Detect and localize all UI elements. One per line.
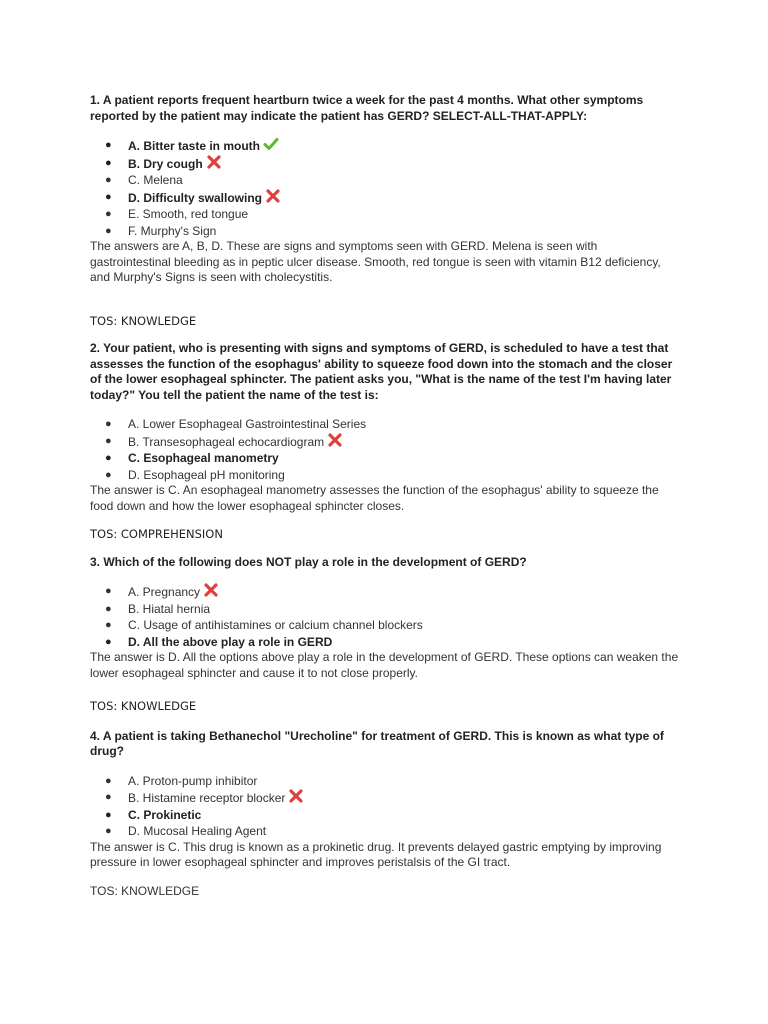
option-label: B. Dry cough xyxy=(128,156,203,171)
question-block-1 xyxy=(90,93,680,329)
question-text: 1. A patient reports frequent heartburn twice a week for the past 4 months. What other symptoms reported by the patient may indicate the patient has GERD? SELECT-ALL-THAT-APPLY: xyxy=(90,93,644,123)
bullet-icon: ● xyxy=(105,774,112,787)
option-list xyxy=(90,583,680,650)
option-item xyxy=(90,189,680,207)
option-item xyxy=(90,807,680,824)
option-label: B. Histamine receptor blocker xyxy=(128,791,286,805)
option-item xyxy=(90,450,680,467)
option-label: D. Mucosal Healing Agent xyxy=(128,824,267,838)
bullet-icon: ● xyxy=(105,224,112,237)
bullet-icon: ● xyxy=(105,585,112,597)
option-label: D. Difficulty swallowing xyxy=(128,190,263,205)
option-item xyxy=(90,467,680,484)
cross-mark-icon xyxy=(203,583,219,597)
option-label: C. Esophageal manometry xyxy=(128,451,279,465)
cross-mark-icon xyxy=(265,189,281,203)
bullet-icon: ● xyxy=(105,174,112,186)
option-item xyxy=(90,433,680,451)
option-item xyxy=(90,634,680,651)
question-block-4 xyxy=(90,729,680,900)
bullet-icon: ● xyxy=(105,635,112,648)
option-label: B. Transesophageal echocardiogram xyxy=(128,434,325,449)
option-list xyxy=(90,416,680,483)
bullet-icon: ● xyxy=(105,208,112,220)
option-label: A. Bitter taste in mouth xyxy=(128,139,261,153)
option-label: C. Usage of antihistamines or calcium channel blockers xyxy=(128,618,423,632)
bullet-icon: ● xyxy=(105,791,112,803)
option-item xyxy=(90,223,680,240)
answer-explanation: The answer is C. An esophageal manometry assesses the function of the esophagus' ability to squeeze the food down and how the lower esophageal sphincter closes. xyxy=(90,483,659,513)
document-page xyxy=(90,93,680,899)
option-label: A. Lower Esophageal Gastrointestinal Series xyxy=(128,417,367,431)
option-list xyxy=(90,773,680,840)
cross-mark-icon xyxy=(206,155,222,169)
tos-label: TOS: COMPREHENSION xyxy=(90,527,223,541)
question-block-3 xyxy=(90,555,680,715)
option-item xyxy=(90,601,680,618)
cross-mark-icon xyxy=(288,789,304,803)
answer-explanation: The answers are A, B, D. These are signs and symptoms seen with GERD. Melena is seen with gastrointestinal bleeding as in peptic ulcer disease. Smooth, red tongue is seen with vitamin B12 deficiency, and Murphy's Signs is seen with cholecystitis. xyxy=(90,239,661,284)
option-label: D. Esophageal pH monitoring xyxy=(128,467,285,482)
option-item xyxy=(90,206,680,223)
option-label: F. Murphy's Sign xyxy=(128,223,217,238)
question-text: 4. A patient is taking Bethanechol "Urecholine" for treatment of GERD. This is known as what type of drug? xyxy=(90,728,664,758)
option-item xyxy=(90,823,680,840)
option-item xyxy=(90,583,680,601)
option-item xyxy=(90,172,680,189)
bullet-icon: ● xyxy=(105,156,112,169)
option-label: C. Melena xyxy=(128,173,183,187)
bullet-icon: ● xyxy=(105,434,112,447)
answer-explanation: The answer is D. All the options above play a role in the development of GERD. These options can weaken the lower esophageal sphincter and cause it to not close properly. xyxy=(90,650,679,680)
question-block-2 xyxy=(90,341,680,543)
option-label: D. All the above play a role in GERD xyxy=(128,634,333,649)
bullet-icon: ● xyxy=(105,468,112,481)
bullet-icon: ● xyxy=(105,452,112,464)
bullet-icon: ● xyxy=(105,139,112,151)
question-text: 3. Which of the following does NOT play a role in the development of GERD? xyxy=(90,554,527,569)
option-item xyxy=(90,155,680,173)
answer-explanation: The answer is C. This drug is known as a prokinetic drug. It prevents delayed gastric emptying by improving pressure in lower esophageal sphincter and improves peristalsis of the GI tract. xyxy=(90,839,662,869)
option-label: A. Proton-pump inhibitor xyxy=(128,773,258,788)
option-item xyxy=(90,617,680,634)
tos-label: TOS: KNOWLEDGE xyxy=(90,313,197,328)
tos-label: TOS: KNOWLEDGE xyxy=(90,883,200,898)
bullet-icon: ● xyxy=(105,418,112,430)
option-list xyxy=(90,137,680,239)
bullet-icon: ● xyxy=(105,825,112,837)
bullet-icon: ● xyxy=(105,808,112,821)
bullet-icon: ● xyxy=(105,190,112,203)
option-label: C. Prokinetic xyxy=(128,807,202,822)
bullet-icon: ● xyxy=(105,619,112,631)
option-item xyxy=(90,773,680,790)
tos-label: TOS: KNOWLEDGE xyxy=(90,699,197,713)
question-text: 2. Your patient, who is presenting with signs and symptoms of GERD, is scheduled to have a test that assesses the function of the esophagus' ability to squeeze food down into the stomach and the closer of the lower esophageal sphincter. The patient asks you, "What is the name of the test I'm having later today?" You tell the patient the name of the test is: xyxy=(90,341,673,402)
check-mark-icon xyxy=(263,137,279,151)
option-label: A. Pregnancy xyxy=(128,585,201,599)
option-item xyxy=(90,789,680,807)
option-label: E. Smooth, red tongue xyxy=(128,207,249,221)
cross-mark-icon xyxy=(327,433,343,447)
option-item xyxy=(90,137,680,155)
bullet-icon: ● xyxy=(105,602,112,615)
option-item xyxy=(90,416,680,433)
option-label: B. Hiatal hernia xyxy=(128,601,211,616)
